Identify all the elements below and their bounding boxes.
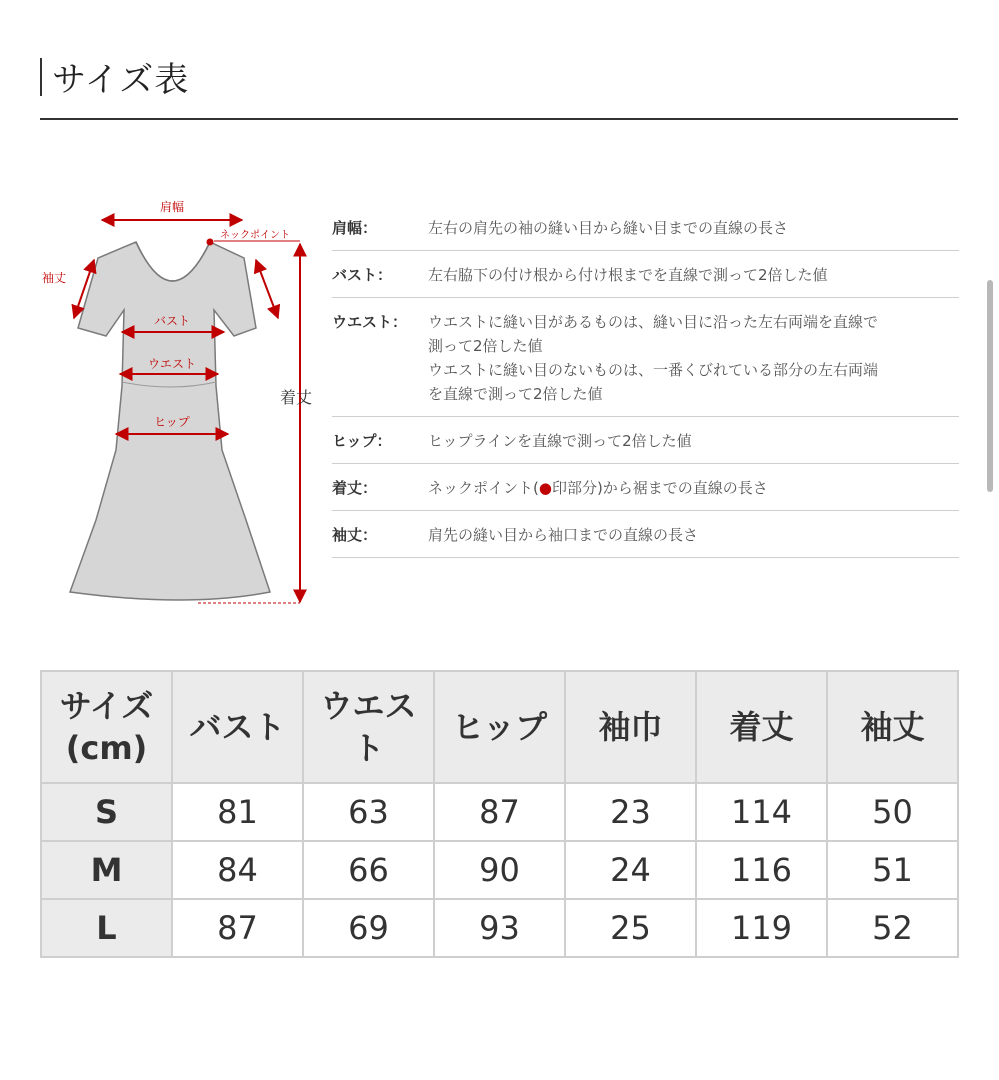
header-sleeve-length: 袖丈	[827, 671, 958, 783]
definition-text-before: ネックポイント(	[428, 479, 539, 497]
length-label: 着丈	[280, 388, 313, 407]
definition-term: ウエスト：	[332, 313, 408, 331]
table-row	[41, 841, 958, 899]
table-cell: 24	[565, 841, 696, 899]
size-table	[40, 670, 959, 958]
header-size: サイズ (cm)	[41, 671, 172, 783]
definition-text: 左右の肩先の袖の縫い目から縫い目までの直線の長さ	[428, 219, 789, 237]
shoulder-label: 肩幅	[159, 200, 185, 214]
table-cell: 90	[434, 841, 565, 899]
definition-shoulder	[332, 204, 959, 251]
definition-bust	[332, 251, 959, 298]
table-cell: 87	[434, 783, 565, 841]
size-label: L	[41, 899, 172, 957]
sleeve-arrow-right	[256, 260, 278, 318]
neckpoint-dot	[207, 239, 214, 246]
neckpoint-marker-dot: ●	[538, 479, 552, 497]
header-waist: ウエス ト	[303, 671, 434, 783]
table-cell: 23	[565, 783, 696, 841]
definition-hip	[332, 417, 959, 464]
definition-term: ヒップ：	[332, 432, 392, 450]
neckpoint-label: ネックポイント	[220, 230, 290, 241]
size-label: M	[41, 841, 172, 899]
definition-term: 肩幅：	[332, 219, 378, 237]
table-cell: 114	[696, 783, 827, 841]
table-cell: 66	[303, 841, 434, 899]
definition-text	[428, 476, 959, 500]
definition-term: 着丈：	[332, 479, 378, 497]
definition-sleeve	[332, 511, 959, 558]
table-cell: 63	[303, 783, 434, 841]
page-title	[40, 52, 189, 101]
definition-text: 肩先の縫い目から袖口までの直線の長さ	[428, 526, 699, 544]
table-cell: 69	[303, 899, 434, 957]
definition-term: 袖丈：	[332, 526, 378, 544]
header-bust: バスト	[172, 671, 303, 783]
size-table-header-row	[41, 671, 958, 783]
table-cell: 87	[172, 899, 303, 957]
definition-waist	[332, 298, 959, 417]
header-hip: ヒップ	[434, 671, 565, 783]
table-cell: 25	[565, 899, 696, 957]
title-divider	[40, 118, 958, 120]
table-row	[41, 899, 958, 957]
measurement-definitions	[332, 204, 959, 558]
table-cell: 52	[827, 899, 958, 957]
definition-length	[332, 464, 959, 511]
scrollbar[interactable]	[987, 280, 993, 492]
waist-label: ウエスト	[147, 357, 197, 371]
bust-label: バスト	[153, 314, 191, 328]
dress-measurement-diagram	[38, 190, 323, 610]
definition-term: バスト：	[332, 266, 393, 284]
definition-text: 左右脇下の付け根から付け根までを直線で測って2倍した値	[428, 266, 828, 284]
page-title-text: サイズ表	[52, 60, 190, 100]
table-row	[41, 783, 958, 841]
definition-text-after: 印部分)から裾までの直線の長さ	[551, 479, 768, 497]
sleeve-label: 袖丈	[42, 271, 67, 285]
table-cell: 81	[172, 783, 303, 841]
size-label: S	[41, 783, 172, 841]
table-cell: 116	[696, 841, 827, 899]
header-sleeve-width: 袖巾	[565, 671, 696, 783]
header-length: 着丈	[696, 671, 827, 783]
table-cell: 84	[172, 841, 303, 899]
title-bar-decoration	[40, 58, 42, 96]
table-cell: 93	[434, 899, 565, 957]
definition-text: ヒップラインを直線で測って2倍した値	[428, 432, 692, 450]
table-cell: 119	[696, 899, 827, 957]
hip-label: ヒップ	[154, 415, 190, 429]
table-cell: 50	[827, 783, 958, 841]
definition-text: ウエストに縫い目があるものは、縫い目に沿った左右両端を直線で 測って2倍した値 ウエストに縫い目のないものは、一番くびれている部分の左右両端 を直線で測って2倍した値	[428, 313, 879, 403]
table-cell: 51	[827, 841, 958, 899]
